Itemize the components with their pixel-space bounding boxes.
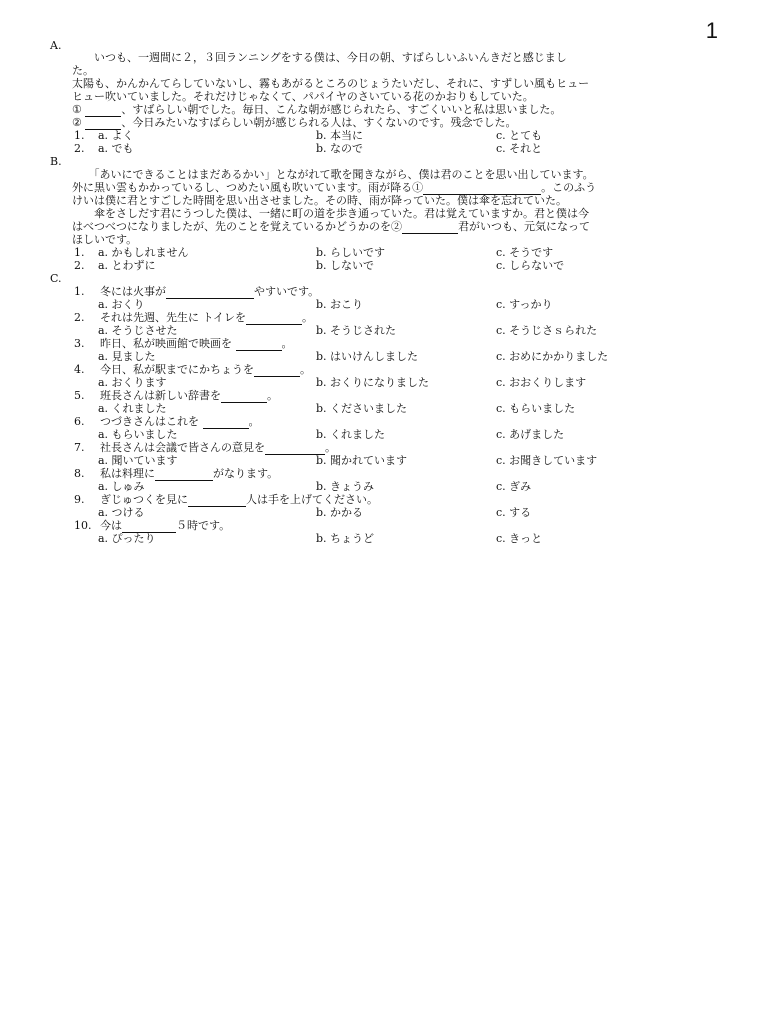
question-stem bbox=[0, 338, 768, 351]
choice-c[interactable]: c. とても bbox=[496, 129, 543, 142]
answer-blank[interactable] bbox=[203, 418, 249, 429]
section-a-line-6-text: 、今日みたいなすばらしい朝が感じられる人は、すくないのです。残念でした。 bbox=[121, 116, 517, 129]
question-stem bbox=[0, 416, 768, 429]
choice-c[interactable]: c. しらないで bbox=[496, 259, 565, 272]
question-number: 1. bbox=[74, 285, 85, 298]
choice-b[interactable]: b. しないで bbox=[316, 259, 375, 272]
choice-b[interactable]: b. くださいました bbox=[316, 402, 408, 415]
question-text: 私は料理に bbox=[100, 467, 155, 480]
choice-b[interactable]: b. おこり bbox=[316, 298, 364, 311]
question-text: 昨日、私が映画館で映画を bbox=[100, 337, 236, 350]
choice-b[interactable]: b. 聞かれています bbox=[316, 454, 408, 467]
question-number: 9. bbox=[74, 493, 85, 506]
section-b-line-5-tail: 君がいつも、元気になって bbox=[458, 220, 590, 233]
choice-b[interactable]: b. らしいです bbox=[316, 246, 386, 259]
question-number: 5. bbox=[74, 389, 85, 402]
choice-b[interactable]: b. かかる bbox=[316, 506, 364, 519]
question-choices bbox=[0, 533, 768, 546]
question-row bbox=[0, 143, 768, 156]
question-choices bbox=[0, 377, 768, 390]
answer-blank[interactable] bbox=[122, 522, 176, 533]
question-choices bbox=[0, 429, 768, 442]
question-number: 1. bbox=[74, 129, 85, 142]
section-b-line-6: ほしいです。 bbox=[72, 233, 138, 246]
question-number: 8. bbox=[74, 467, 85, 480]
choice-c[interactable]: c. きっと bbox=[496, 532, 543, 545]
choice-b[interactable]: b. そうじされた bbox=[316, 324, 397, 337]
section-a-line-3: 太陽も、かんかんてらしていないし、霧もあがるところのじょうたいだし、それに、すずしい風もヒュー bbox=[72, 77, 590, 90]
question-text-tail: 。 bbox=[325, 441, 336, 454]
section-b-line-2 bbox=[72, 182, 596, 195]
answer-blank[interactable] bbox=[402, 223, 458, 234]
question-choices bbox=[0, 507, 768, 520]
question-text-tail: ５時です。 bbox=[176, 519, 231, 532]
question-text-tail: 。 bbox=[281, 337, 293, 350]
question-text: それは先週、先生に トイレを bbox=[100, 311, 246, 324]
choice-b[interactable]: b. 本当に bbox=[316, 129, 364, 142]
question-text: 今は bbox=[100, 519, 122, 532]
question-text: 今日、私が駅までにかちょうを bbox=[100, 363, 254, 376]
choice-c[interactable]: c. すっかり bbox=[496, 298, 553, 311]
section-c-label: C. bbox=[50, 272, 62, 285]
question-row bbox=[0, 130, 768, 143]
question-stem bbox=[0, 494, 768, 507]
section-b-line-5 bbox=[72, 221, 590, 234]
answer-blank[interactable] bbox=[221, 392, 267, 403]
choice-a[interactable]: a. かもしれません bbox=[98, 246, 189, 259]
answer-blank[interactable] bbox=[85, 106, 121, 117]
question-stem bbox=[0, 364, 768, 377]
section-a-label: A. bbox=[50, 39, 62, 52]
question-choices bbox=[0, 325, 768, 338]
question-number: 2. bbox=[74, 142, 85, 155]
question-row bbox=[0, 247, 768, 260]
choice-b[interactable]: b. おくりになりました bbox=[316, 376, 430, 389]
question-text-tail: 人は手を上げてください。 bbox=[246, 493, 378, 506]
section-a-line-1: いつも、一週間に２，３回ランニングをする僕は、今日の朝、すばらしいふいんきだと感じまし bbox=[72, 51, 567, 64]
answer-blank[interactable] bbox=[188, 496, 246, 507]
choice-c[interactable]: c. そうです bbox=[496, 246, 554, 259]
question-text: ぎじゅつくを見に bbox=[100, 493, 188, 506]
question-text-tail: 。 bbox=[301, 311, 313, 324]
blank-marker-1: ① bbox=[72, 103, 82, 116]
question-text-tail: 。 bbox=[248, 415, 260, 428]
blank-marker-2: ② bbox=[72, 116, 82, 129]
question-stem bbox=[0, 520, 768, 533]
choice-b[interactable]: b. ちょうど bbox=[316, 532, 375, 545]
section-b-line-1: 「あいにできることはまだあるかい」とながれて歌を聞きながら、僕は君のことを思い出しています。 bbox=[72, 168, 594, 181]
question-text-tail: 。 bbox=[267, 389, 278, 402]
answer-blank[interactable] bbox=[423, 184, 541, 195]
choice-a[interactable]: a. しゅみ bbox=[98, 480, 145, 493]
choice-c[interactable]: c. おおくりします bbox=[496, 376, 587, 389]
question-text-tail: がなります。 bbox=[213, 467, 279, 480]
question-stem bbox=[0, 468, 768, 481]
choice-c[interactable]: c. する bbox=[496, 506, 532, 519]
section-b-line-5-text: はべつべつになりましたが、先のことを覚えているかどうかのを② bbox=[72, 220, 402, 233]
choice-b[interactable]: b. はいけんしました bbox=[316, 350, 419, 363]
question-number: 3. bbox=[74, 337, 85, 350]
question-choices bbox=[0, 455, 768, 468]
question-number: 2. bbox=[74, 311, 85, 324]
question-text-tail: 。 bbox=[300, 363, 311, 376]
choice-c[interactable]: c. あげました bbox=[496, 428, 565, 441]
choice-a[interactable]: a. もらいました bbox=[98, 428, 178, 441]
section-b-line-2-text: 外に黒い雲もかかっているし、つめたい風も吹いています。雨が降る① bbox=[72, 181, 424, 194]
question-stem bbox=[0, 390, 768, 403]
section-a-line-4: ヒュー吹いていました。それだけじゃなくて、パパイヤのさいている花のかおりもしていた。 bbox=[72, 90, 534, 103]
question-number: 1. bbox=[74, 246, 85, 259]
answer-blank[interactable] bbox=[265, 444, 325, 455]
question-row bbox=[0, 260, 768, 273]
question-stem bbox=[0, 442, 768, 455]
answer-blank[interactable] bbox=[155, 470, 213, 481]
choice-b[interactable]: b. きょうみ bbox=[316, 480, 375, 493]
choice-a[interactable]: a. 聞いています bbox=[98, 454, 178, 467]
question-number: 10. bbox=[74, 519, 92, 532]
choice-a[interactable]: a. おくり bbox=[98, 298, 145, 311]
question-choices bbox=[0, 481, 768, 494]
question-text: 冬には火事が bbox=[100, 285, 166, 298]
section-a-line-5-text: 、すばらしい朝でした。毎日、こんな朝が感じられたら、すごくいいと私は思いました。 bbox=[121, 103, 562, 116]
choice-c[interactable]: c. お聞きしています bbox=[496, 454, 598, 467]
question-text: 社長さんは会議で皆さんの意見を bbox=[100, 441, 265, 454]
choice-c[interactable]: c. それと bbox=[496, 142, 543, 155]
section-b-label: B. bbox=[50, 155, 62, 168]
question-choices bbox=[0, 403, 768, 416]
answer-blank[interactable] bbox=[246, 314, 302, 325]
choice-a[interactable]: a. でも bbox=[98, 142, 134, 155]
question-number: 6. bbox=[74, 415, 85, 428]
choice-a[interactable]: a. とわずに bbox=[98, 259, 156, 272]
choice-a[interactable]: a. つける bbox=[98, 506, 145, 519]
answer-blank[interactable] bbox=[85, 119, 121, 130]
question-stem bbox=[0, 286, 768, 299]
section-a-line-5 bbox=[72, 104, 561, 117]
choice-a[interactable]: a. そうじさせた bbox=[98, 324, 178, 337]
choice-b[interactable]: b. くれました bbox=[316, 428, 386, 441]
choice-a[interactable]: a. よく bbox=[98, 129, 134, 142]
question-number: 4. bbox=[74, 363, 85, 376]
choice-c[interactable]: c. おめにかかりました bbox=[496, 350, 609, 363]
question-text: 班長さんは新しい辞書を bbox=[100, 389, 221, 402]
question-text-tail: やすいです。 bbox=[254, 285, 320, 298]
question-stem bbox=[0, 312, 768, 325]
section-a-line-2: た。 bbox=[72, 64, 94, 77]
section-a-line-6 bbox=[72, 117, 517, 130]
choice-a[interactable]: a. くれました bbox=[98, 402, 167, 415]
choice-b[interactable]: b. なので bbox=[316, 142, 364, 155]
choice-c[interactable]: c. ぎみ bbox=[496, 480, 532, 493]
page-number: 1 bbox=[705, 18, 718, 43]
answer-blank[interactable] bbox=[236, 340, 282, 351]
answer-blank[interactable] bbox=[254, 366, 300, 377]
choice-a[interactable]: a. ぴったり bbox=[98, 532, 156, 545]
question-choices bbox=[0, 351, 768, 364]
question-text: つづきさんはこれを bbox=[100, 415, 203, 428]
section-b-line-2-tail: 。このふう bbox=[541, 181, 597, 194]
choice-a[interactable]: a. 見ました bbox=[98, 350, 156, 363]
section-b-line-4: 傘をさしだす君にうつした僕は、一緒に町の道を歩き通っていた。君は覚えていますか。君と僕は今 bbox=[72, 207, 589, 220]
choice-c[interactable]: c. そうじさｓられた bbox=[496, 324, 598, 337]
question-choices bbox=[0, 299, 768, 312]
choice-a[interactable]: a. おくります bbox=[98, 376, 167, 389]
section-b-line-3: けいは僕に君とすごした時間を思い出させました。その時、雨が降っていた。僕は傘を忘れていた。 bbox=[72, 194, 567, 207]
choice-c[interactable]: c. もらいました bbox=[496, 402, 576, 415]
question-number: 2. bbox=[74, 259, 85, 272]
question-number: 7. bbox=[74, 441, 85, 454]
answer-blank[interactable] bbox=[166, 288, 254, 299]
